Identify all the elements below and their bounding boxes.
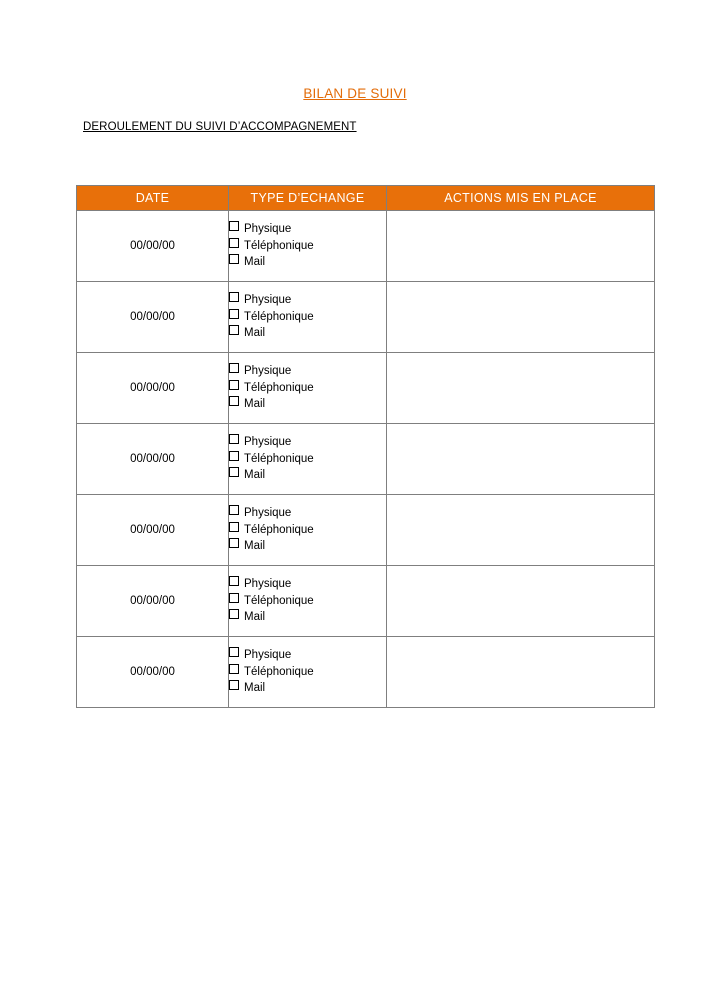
type-echange-group: [229, 566, 387, 637]
checkbox-icon[interactable]: [229, 664, 239, 674]
type-echange-group: [229, 282, 387, 353]
checkbox-icon[interactable]: [229, 467, 239, 477]
checkbox-icon[interactable]: [229, 680, 239, 690]
option-label: Mail: [244, 611, 266, 624]
option-label: Physique: [244, 365, 292, 378]
table-row: [77, 353, 655, 424]
checkbox-icon[interactable]: [229, 292, 239, 302]
table-row: [77, 211, 655, 282]
actions-field[interactable]: [387, 282, 655, 353]
option-label: Physique: [244, 578, 292, 591]
checkbox-icon[interactable]: [229, 522, 239, 532]
checkbox-icon[interactable]: [229, 325, 239, 335]
option-telephonique[interactable]: [229, 309, 386, 326]
checkbox-icon[interactable]: [229, 221, 239, 231]
option-label: Téléphonique: [244, 523, 314, 536]
type-echange-group: [229, 637, 387, 708]
option-label: Physique: [244, 436, 292, 449]
option-physique[interactable]: [229, 434, 386, 451]
option-label: Téléphonique: [244, 239, 314, 252]
table-row: [77, 424, 655, 495]
type-echange-group: [229, 211, 387, 282]
bilan-table: [76, 185, 655, 708]
actions-field[interactable]: [387, 566, 655, 637]
option-physique[interactable]: [229, 576, 386, 593]
option-mail[interactable]: [229, 538, 386, 555]
checkbox-icon[interactable]: [229, 309, 239, 319]
checkbox-icon[interactable]: [229, 593, 239, 603]
option-label: Téléphonique: [244, 665, 314, 678]
checkbox-icon[interactable]: [229, 363, 239, 373]
option-telephonique[interactable]: [229, 522, 386, 539]
table-row: [77, 637, 655, 708]
option-mail[interactable]: [229, 467, 386, 484]
document-subtitle: DEROULEMENT DU SUIVI D’ACCOMPAGNEMENT: [83, 121, 357, 133]
checkbox-icon[interactable]: [229, 576, 239, 586]
option-label: Mail: [244, 469, 266, 482]
option-physique[interactable]: [229, 647, 386, 664]
option-telephonique[interactable]: [229, 593, 386, 610]
option-label: Mail: [244, 398, 266, 411]
date-field[interactable]: 00/00/00: [77, 282, 229, 353]
date-field[interactable]: 00/00/00: [77, 495, 229, 566]
page-title: BILAN DE SUIVI: [303, 86, 407, 101]
date-field[interactable]: 00/00/00: [77, 637, 229, 708]
option-mail[interactable]: [229, 254, 386, 271]
column-header-type: TYPE D’ECHANGE: [229, 186, 387, 211]
option-telephonique[interactable]: [229, 238, 386, 255]
option-telephonique[interactable]: [229, 451, 386, 468]
date-field[interactable]: 00/00/00: [77, 211, 229, 282]
option-mail[interactable]: [229, 609, 386, 626]
table-body: [77, 211, 655, 708]
option-label: Mail: [244, 540, 266, 553]
checkbox-icon[interactable]: [229, 380, 239, 390]
checkbox-icon[interactable]: [229, 238, 239, 248]
checkbox-icon[interactable]: [229, 254, 239, 264]
actions-field[interactable]: [387, 424, 655, 495]
actions-field[interactable]: [387, 353, 655, 424]
type-echange-group: [229, 424, 387, 495]
actions-field[interactable]: [387, 637, 655, 708]
option-label: Téléphonique: [244, 452, 314, 465]
type-echange-group: [229, 495, 387, 566]
option-physique[interactable]: [229, 363, 386, 380]
option-physique[interactable]: [229, 292, 386, 309]
checkbox-icon[interactable]: [229, 647, 239, 657]
option-telephonique[interactable]: [229, 664, 386, 681]
checkbox-icon[interactable]: [229, 538, 239, 548]
checkbox-icon[interactable]: [229, 396, 239, 406]
option-label: Téléphonique: [244, 594, 314, 607]
option-label: Mail: [244, 682, 266, 695]
option-physique[interactable]: [229, 505, 386, 522]
actions-field[interactable]: [387, 211, 655, 282]
option-physique[interactable]: [229, 221, 386, 238]
date-field[interactable]: 00/00/00: [77, 353, 229, 424]
checkbox-icon[interactable]: [229, 434, 239, 444]
checkbox-icon[interactable]: [229, 609, 239, 619]
column-header-actions: ACTIONS MIS EN PLACE: [387, 186, 655, 211]
table-header-row: [77, 186, 655, 211]
date-field[interactable]: 00/00/00: [77, 424, 229, 495]
table-row: [77, 566, 655, 637]
checkbox-icon[interactable]: [229, 451, 239, 461]
option-label: Mail: [244, 256, 266, 269]
option-mail[interactable]: [229, 680, 386, 697]
date-field[interactable]: 00/00/00: [77, 566, 229, 637]
option-label: Physique: [244, 294, 292, 307]
column-header-date: DATE: [77, 186, 229, 211]
option-mail[interactable]: [229, 396, 386, 413]
option-label: Physique: [244, 223, 292, 236]
table-row: [77, 495, 655, 566]
option-telephonique[interactable]: [229, 380, 386, 397]
option-mail[interactable]: [229, 325, 386, 342]
type-echange-group: [229, 353, 387, 424]
actions-field[interactable]: [387, 495, 655, 566]
option-label: Physique: [244, 507, 292, 520]
option-label: Physique: [244, 649, 292, 662]
table-row: [77, 282, 655, 353]
option-label: Mail: [244, 327, 266, 340]
checkbox-icon[interactable]: [229, 505, 239, 515]
option-label: Téléphonique: [244, 310, 314, 323]
option-label: Téléphonique: [244, 381, 314, 394]
